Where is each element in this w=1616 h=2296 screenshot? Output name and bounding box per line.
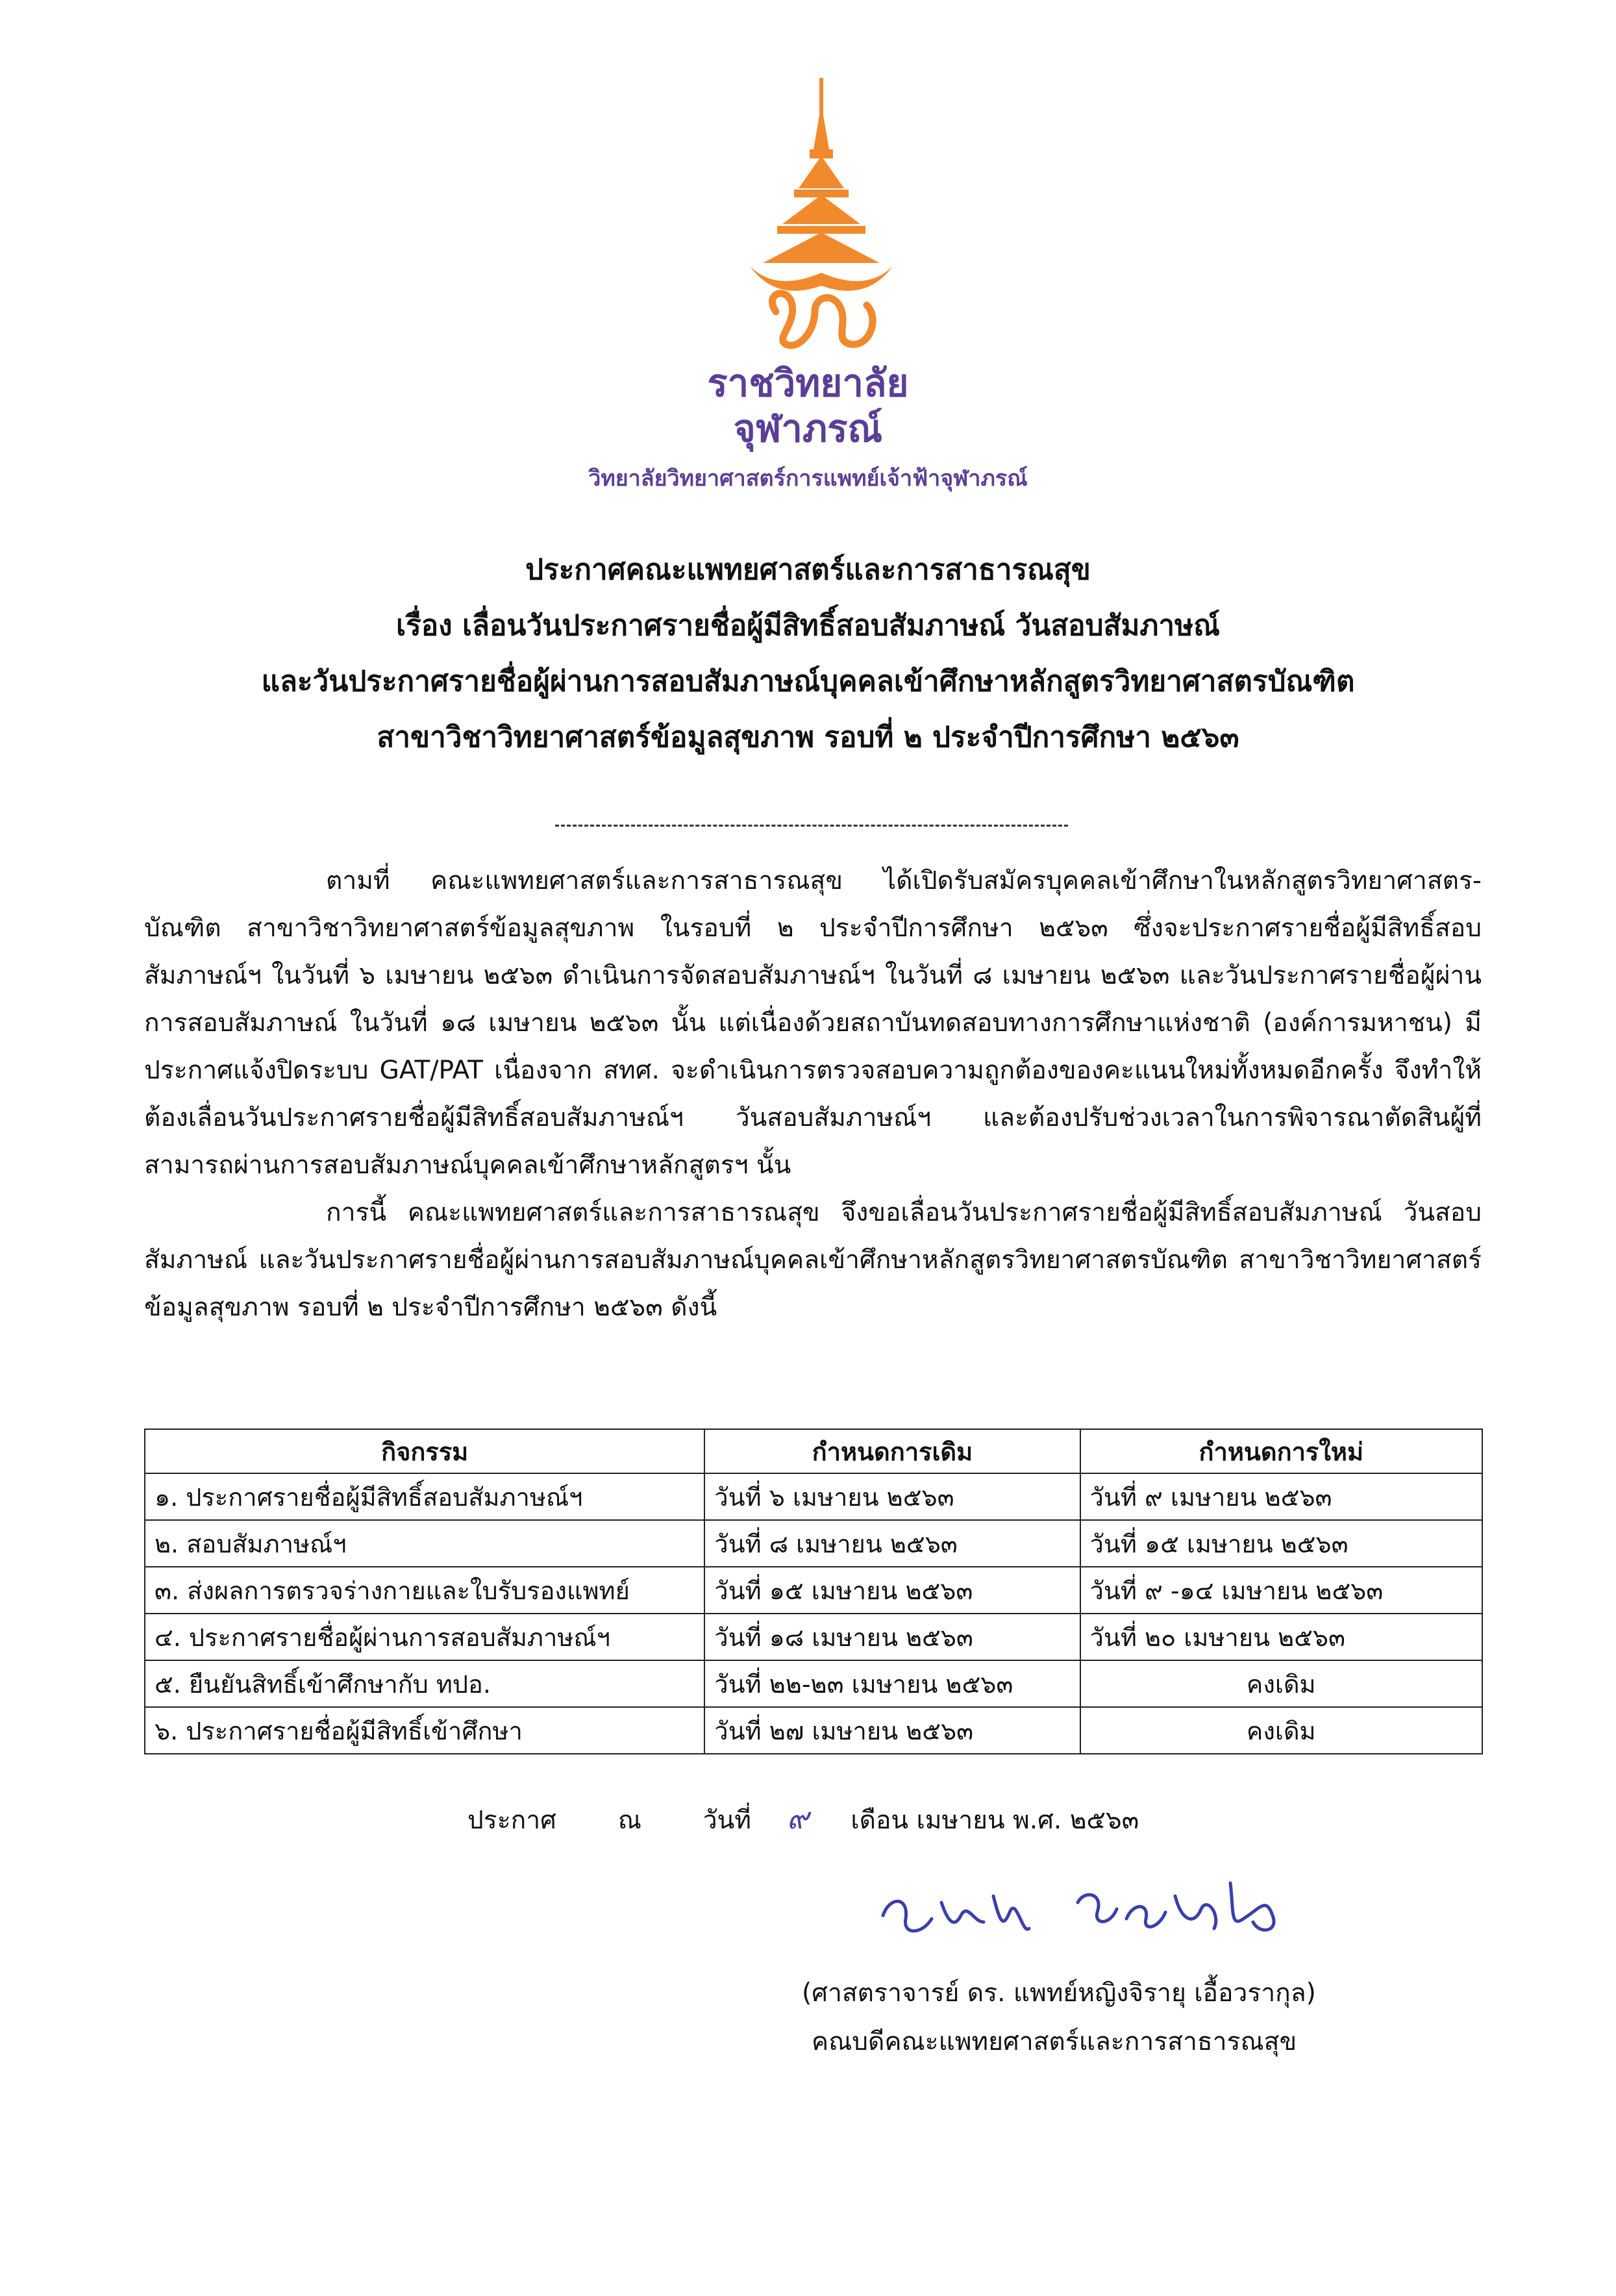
title-line-1: ประกาศคณะแพทยศาสตร์และการสาธารณสุข — [525, 553, 1091, 586]
table-header-row — [145, 1429, 1482, 1473]
institution-subtitle: วิทยาลัยวิทยาศาสตร์การแพทย์เจ้าฟ้าจุฬาภรณ์ — [588, 466, 1028, 492]
body-paragraph-2: การนี้ คณะแพทยศาสตร์และการสาธารณสุข จึงขอเลื่อนวันประกาศรายชื่อผู้มีสิทธิ์สอบสัมภาษณ์ วันสอบสัมภาษณ์ และวันประกาศรายชื่อผู้ผ่านการสอบสัมภาษณ์บุคคลเข้าศึกษาหลักสูตรวิทยาศาสตรบัณฑิต สาขาวิชาวิทยาศาสตร์ข้อมูลสุขภาพ รอบที่ ๒ ประจำปีการศึกษา ๒๕๖๓ ดังนี้ — [144, 1198, 1482, 1322]
new-date-cell: วันที่ ๙ -๑๔ เมษายน ๒๕๖๓ — [1080, 1567, 1482, 1614]
activity-cell: ๓. ส่งผลการตรวจร่างกายและใบรับรองแพทย์ — [145, 1567, 704, 1614]
header-new-schedule: กำหนดการใหม่ — [1080, 1429, 1482, 1473]
new-date-cell: วันที่ ๙ เมษายน ๒๕๖๓ — [1080, 1473, 1482, 1520]
schedule-table — [144, 1429, 1483, 1754]
institution-name-line2: จุฬาภรณ์ — [733, 406, 883, 451]
table-row — [145, 1520, 1482, 1567]
new-date-cell: คงเดิม — [1080, 1660, 1482, 1707]
body-paragraph-1: ตามที่ คณะแพทยศาสตร์และการสาธารณสุข ได้เปิดรับสมัครบุคคลเข้าศึกษาในหลักสูตรวิทยาศาสตร-บัณฑิต สาขาวิชาวิทยาศาสตร์ข้อมูลสุขภาพ ในรอบที่ ๒ ประจำปีการศึกษา ๒๕๖๓ ซึ่งจะประกาศรายชื่อผู้มีสิทธิ์สอบสัมภาษณ์ฯ ในวันที่ ๖ เมษายน ๒๕๖๓ ดำเนินการจัดสอบสัมภาษณ์ฯ ในวันที่ ๘ เมษายน ๒๕๖๓ และวันประกาศรายชื่อผู้ผ่านการสอบสัมภาษณ์ ในวันที่ ๑๘ เมษายน ๒๕๖๓ นั้น แต่เนื่องด้วยสถาบันทดสอบทางการศึกษาแห่งชาติ (องค์การมหาชน) มีประกาศแจ้งปิดระบบ GAT/PAT เนื่องจาก สทศ. จะดำเนินการตรวจสอบความถูกต้องของคะแนนใหม่ทั้งหมดอีกครั้ง จึงทำให้ต้องเลื่อนวันประกาศรายชื่อผู้มีสิทธิ์สอบสัมภาษณ์ฯ วันสอบสัมภาษณ์ฯ และต้องปรับช่วงเวลาในการพิจารณาตัดสินผู้ที่สามารถผ่านการสอบสัมภาษณ์บุคคลเข้าศึกษาหลักสูตรฯ นั้น — [144, 866, 1482, 1180]
title-line-4: สาขาวิชาวิทยาศาสตร์ข้อมูลสุขภาพ รอบที่ ๒ ประจำปีการศึกษา ๒๕๖๓ — [377, 721, 1239, 754]
activity-cell: ๔. ประกาศรายชื่อผู้ผ่านการสอบสัมภาษณ์ฯ — [145, 1614, 704, 1660]
header-activity: กิจกรรม — [145, 1429, 704, 1473]
handwritten-signature — [870, 1857, 1292, 1954]
activity-cell: ๕. ยืนยันสิทธิ์เข้าศึกษากับ ทปอ. — [145, 1660, 704, 1707]
activity-cell: ๖. ประกาศรายชื่อผู้มีสิทธิ์เข้าศึกษา — [145, 1707, 704, 1754]
original-date-cell: วันที่ ๘ เมษายน ๒๕๖๓ — [704, 1520, 1080, 1567]
signer-position: คณบดีคณะแพทยศาสตร์และการสาธารณสุข — [812, 2027, 1297, 2056]
original-date-cell: วันที่ ๖ เมษายน ๒๕๖๓ — [704, 1473, 1080, 1520]
original-date-cell: วันที่ ๒๒-๒๓ เมษายน ๒๕๖๓ — [704, 1660, 1080, 1707]
institution-name-line1: ราชวิทยาลัย — [707, 361, 909, 405]
table-row — [145, 1660, 1482, 1707]
title-line-2: เรื่อง เลื่อนวันประกาศรายชื่อผู้มีสิทธิ์สอบสัมภาษณ์ วันสอบสัมภาษณ์ — [396, 609, 1220, 642]
announcement-title — [130, 542, 1486, 766]
original-date-cell: วันที่ ๒๗ เมษายน ๒๕๖๓ — [704, 1707, 1080, 1754]
announcement-date-line — [467, 1799, 1139, 1840]
header-original-schedule: กำหนดการเดิม — [704, 1429, 1080, 1473]
table-row — [145, 1567, 1482, 1614]
chulabhorn-emblem-icon — [737, 78, 906, 351]
activity-cell: ๒. สอบสัมภาษณ์ฯ — [145, 1520, 704, 1567]
announcement-body — [144, 857, 1482, 1331]
announce-label: ประกาศ — [467, 1806, 556, 1835]
announce-day-handwritten: ๙ — [786, 1801, 809, 1836]
table-row — [145, 1473, 1482, 1520]
signer-name: (ศาสตราจารย์ ดร. แพทย์หญิงจิรายุ เอื้อวรากุล) — [802, 1978, 1316, 2008]
original-date-cell: วันที่ ๑๕ เมษายน ๒๕๖๓ — [704, 1567, 1080, 1614]
new-date-cell: วันที่ ๒๐ เมษายน ๒๕๖๓ — [1080, 1614, 1482, 1660]
activity-cell: ๑. ประกาศรายชื่อผู้มีสิทธิ์สอบสัมภาษณ์ฯ — [145, 1473, 704, 1520]
title-line-3: และวันประกาศรายชื่อผู้ผ่านการสอบสัมภาษณ์บุคคลเข้าศึกษาหลักสูตรวิทยาศาสตรบัณฑิต — [261, 665, 1355, 698]
table-row — [145, 1614, 1482, 1660]
original-date-cell: วันที่ ๑๘ เมษายน ๒๕๖๓ — [704, 1614, 1080, 1660]
table-row — [145, 1707, 1482, 1754]
dashed-divider — [555, 825, 1068, 827]
announce-at: ณ — [617, 1806, 641, 1835]
announce-month-year: เดือน เมษายน พ.ศ. ๒๕๖๓ — [851, 1806, 1139, 1835]
new-date-cell: คงเดิม — [1080, 1707, 1482, 1754]
new-date-cell: วันที่ ๑๕ เมษายน ๒๕๖๓ — [1080, 1520, 1482, 1567]
announce-day-label: วันที่ — [702, 1806, 752, 1835]
